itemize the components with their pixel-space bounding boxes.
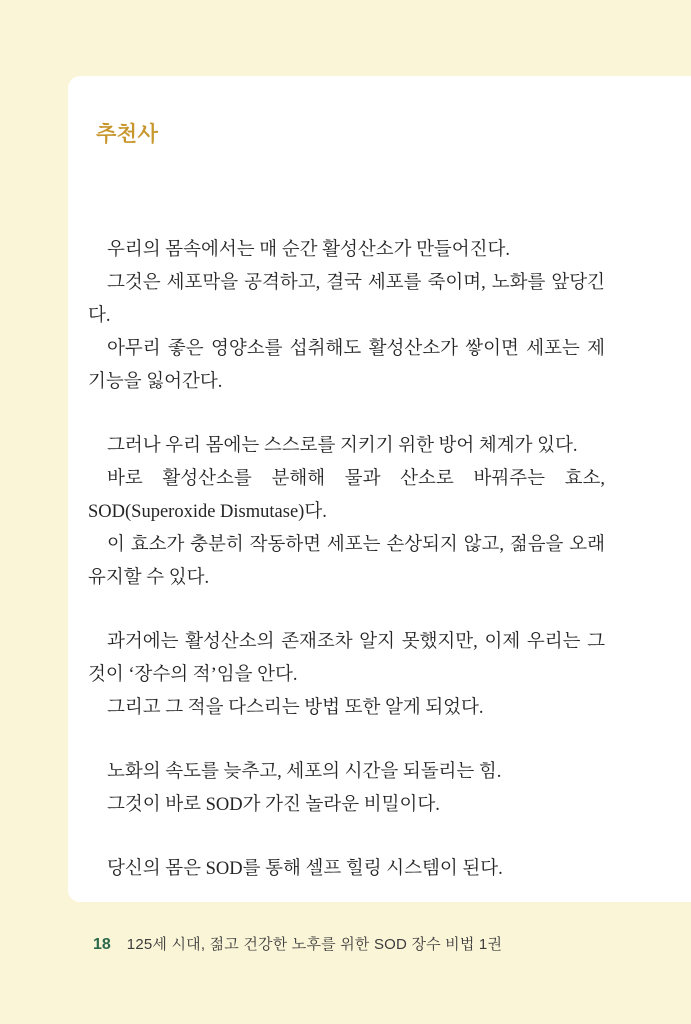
paragraph-block bbox=[88, 234, 605, 399]
paragraph-block bbox=[88, 626, 605, 725]
sentence: 그것은 세포막을 공격하고, 결국 세포를 죽이며, 노화를 앞당긴다. bbox=[88, 273, 605, 326]
paragraph-block bbox=[88, 756, 605, 822]
section-heading: 추천사 bbox=[96, 123, 159, 146]
sentence: 우리의 몸속에서는 매 순간 활성산소가 만들어진다. bbox=[107, 240, 511, 260]
page-number: 18 bbox=[93, 936, 111, 953]
sentence: 이 효소가 충분히 작동하면 세포는 손상되지 않고, 젊음을 오래 유지할 수 있다. bbox=[88, 535, 605, 588]
footer-book-title: 125세 시대, 젊고 건강한 노후를 위한 SOD 장수 비법 1권 bbox=[126, 936, 503, 953]
sentence: 아무리 좋은 영양소를 섭취해도 활성산소가 쌓이면 세포는 제 기능을 잃어간다. bbox=[88, 339, 605, 392]
body-text bbox=[88, 234, 605, 886]
sentence: 그것이 바로 SOD가 가진 놀라운 비밀이다. bbox=[107, 795, 440, 815]
sentence: 노화의 속도를 늦추고, 세포의 시간을 되돌리는 힘. bbox=[107, 762, 502, 782]
sentence: 당신의 몸은 SOD를 통해 셀프 힐링 시스템이 된다. bbox=[107, 859, 503, 879]
sentence: 과거에는 활성산소의 존재조차 알지 못했지만, 이제 우리는 그것이 ‘장수의 적’임을 안다. bbox=[88, 632, 605, 685]
sentence: 바로 활성산소를 분해해 물과 산소로 바꿔주는 효소, SOD(Superoxide Dismutase)다. bbox=[88, 469, 605, 522]
page-card bbox=[68, 76, 691, 902]
paragraph-block bbox=[88, 430, 605, 595]
sentence: 그러나 우리 몸에는 스스로를 지키기 위한 방어 체계가 있다. bbox=[107, 436, 578, 456]
sentence: 그리고 그 적을 다스리는 방법 또한 알게 되었다. bbox=[107, 698, 484, 718]
paragraph-block bbox=[88, 853, 605, 886]
page-footer bbox=[93, 933, 502, 954]
